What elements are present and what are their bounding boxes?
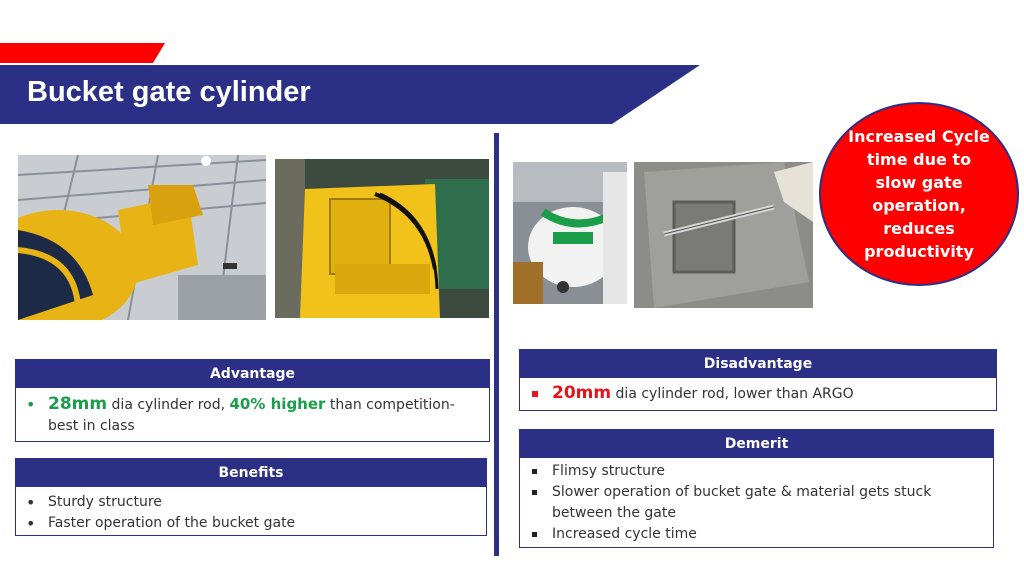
disadvantage-heading: Disadvantage (520, 350, 996, 378)
benefits-box (15, 458, 487, 536)
photo-grey-gate-cylinder (634, 162, 813, 308)
disadvantage-box (519, 349, 997, 411)
list-item: • 28mm dia cylinder rod, 40% higher than competition- best in class (26, 394, 455, 434)
demerit-box (519, 429, 994, 548)
list-item: Slower operation of bucket gate & material gets stuck between the gate (528, 482, 983, 524)
photo-yellow-gate-closeup (275, 159, 489, 318)
photo-competitor-mixer (513, 162, 627, 304)
list-item: Increased cycle time (528, 524, 983, 545)
demerit-heading: Demerit (520, 430, 993, 458)
vertical-divider (494, 133, 499, 556)
benefits-heading: Benefits (16, 459, 486, 487)
callout-text: Increased Cycle time due to slow gate operation, reduces productivity (848, 127, 990, 261)
list-item: • Sturdy structure (26, 493, 162, 512)
callout-circle (819, 102, 1019, 286)
advantage-percent: 40% higher (229, 395, 326, 413)
advantage-box (15, 359, 490, 442)
advantage-rod-size: 28mm (48, 394, 108, 414)
list-item: Flimsy structure (528, 461, 983, 482)
photo-mixer-gate-overhead (18, 155, 266, 320)
page-title: Bucket gate cylinder (27, 76, 311, 108)
advantage-heading: Advantage (16, 360, 489, 388)
disadvantage-rod-size: 20mm (552, 383, 612, 403)
list-item: 20mm dia cylinder rod, lower than ARGO (528, 383, 986, 405)
list-item: • Faster operation of the bucket gate (26, 514, 296, 533)
red-accent-tab (0, 43, 165, 63)
